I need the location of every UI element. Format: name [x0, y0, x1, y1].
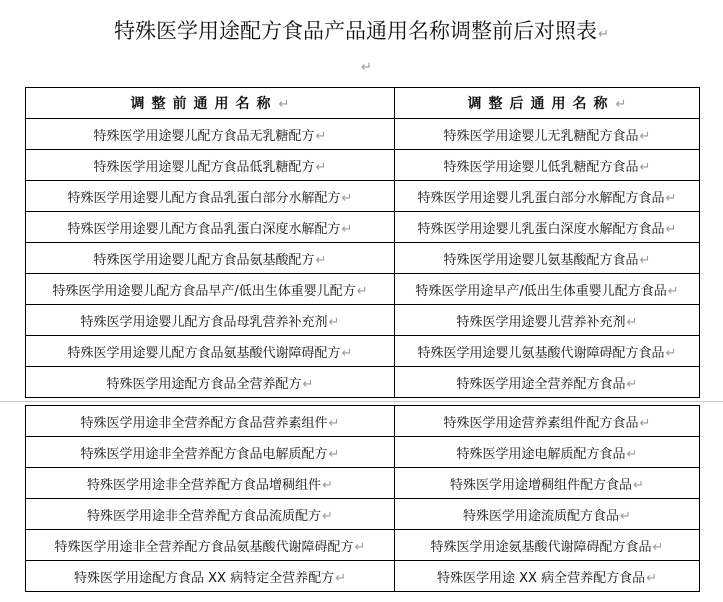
cell-before: [26, 406, 395, 437]
cell-after: [395, 468, 700, 499]
cell-after: [395, 274, 700, 305]
cell-after-text: 特殊医学用途婴儿营养补充剂: [456, 314, 626, 330]
cell-before: [26, 119, 395, 150]
paragraph-mark-icon: ↵: [626, 376, 638, 392]
title-text: 特殊医学用途配方食品产品通用名称调整前后对照表: [114, 19, 598, 43]
cell-before: [26, 274, 395, 305]
cell-before: [26, 243, 395, 274]
paragraph-mark-icon: ↵: [639, 415, 651, 431]
cell-before: [26, 367, 395, 398]
cell-after: [395, 212, 700, 243]
cell-after: [395, 530, 700, 561]
cell-before-text: 特殊医学用途非全营养配方食品流质配方: [87, 508, 322, 524]
page-title: [0, 14, 723, 52]
paragraph-mark-icon: ↵: [335, 570, 346, 586]
cell-after: [395, 305, 700, 336]
paragraph-mark-icon: ↵: [278, 97, 290, 112]
paragraph-mark-icon: ↵: [328, 314, 340, 330]
table-row: [26, 150, 700, 181]
cell-after-text: 特殊医学用途电解质配方食品: [456, 446, 626, 462]
cell-after: [395, 181, 700, 212]
paragraph-mark-icon: ↵: [615, 97, 627, 112]
header-before: [26, 88, 395, 119]
cell-after-text: 特殊医学用途婴儿无乳糖配方食品: [443, 128, 639, 144]
paragraph-mark-icon: ↵: [341, 190, 353, 206]
table-row: [26, 468, 700, 499]
cell-before-text: 特殊医学用途非全营养配方食品营养素组件: [80, 415, 328, 431]
paragraph-mark-icon: ↵: [328, 415, 340, 431]
cell-after: [395, 499, 700, 530]
paragraph-mark-icon: ↵: [626, 314, 638, 330]
paragraph-mark-icon: ↵: [328, 446, 340, 462]
table-row: [26, 305, 700, 336]
header-after-label: 调整后通用名称: [467, 96, 615, 112]
paragraph-mark-icon: ↵: [646, 570, 657, 586]
table-row: [26, 499, 700, 530]
cell-before: [26, 336, 395, 367]
paragraph-mark-icon: ↵: [639, 252, 651, 268]
cell-before-text: 特殊医学用途非全营养配方食品增稠组件: [87, 477, 322, 493]
cell-after-text: 特殊医学用途婴儿氨基酸代谢障碍配方食品: [417, 345, 665, 361]
table-header-row: [26, 88, 700, 119]
cell-after-text: 特殊医学用途全营养配方食品: [456, 376, 626, 392]
paragraph-mark-icon: ↵: [665, 345, 677, 361]
cell-after-text: 特殊医学用途流质配方食品: [463, 508, 620, 524]
paragraph-mark-icon: ↵: [322, 477, 333, 493]
cell-before: [26, 437, 395, 468]
cell-before: [26, 305, 395, 336]
paragraph-mark-icon: ↵: [322, 508, 333, 524]
cell-before-text: 特殊医学用途配方食品 XX 病特定全营养配方: [74, 570, 335, 586]
cell-after: [395, 119, 700, 150]
page-break-divider: [0, 401, 723, 402]
cell-after: [395, 243, 700, 274]
paragraph-mark-icon: ↵: [361, 60, 372, 75]
cell-before-text: 特殊医学用途配方食品全营养配方: [106, 376, 302, 392]
cell-after-text: 特殊医学用途增稠组件配方食品: [450, 477, 633, 493]
cell-after-text: 特殊医学用途婴儿乳蛋白部分水解配方食品: [417, 190, 665, 206]
table-row: [26, 243, 700, 274]
cell-before-text: 特殊医学用途婴儿配方食品母乳营养补充剂: [80, 314, 328, 330]
cell-before-text: 特殊医学用途婴儿配方食品低乳糖配方: [93, 159, 315, 175]
paragraph-mark-icon: ↵: [302, 376, 314, 392]
cell-before-text: 特殊医学用途婴儿配方食品乳蛋白部分水解配方: [67, 190, 341, 206]
cell-after-text: 特殊医学用途营养素组件配方食品: [443, 415, 639, 431]
cell-after-text: 特殊医学用途 XX 病全营养配方食品: [437, 570, 646, 586]
name-comparison-table: [25, 87, 700, 398]
cell-after-text: 特殊医学用途氨基酸代谢障碍配方食品: [430, 539, 652, 555]
cell-before: [26, 150, 395, 181]
paragraph-mark-icon: ↵: [315, 252, 327, 268]
cell-before: [26, 212, 395, 243]
paragraph-mark-icon: ↵: [598, 27, 609, 42]
header-before-label: 调整前通用名称: [130, 96, 278, 112]
cell-after-text: 特殊医学用途婴儿氨基酸配方食品: [443, 252, 639, 268]
cell-before-text: 特殊医学用途婴儿配方食品早产/低出生体重婴儿配方: [52, 283, 356, 299]
cell-before-text: 特殊医学用途婴儿配方食品氨基酸配方: [93, 252, 315, 268]
cell-after-text: 特殊医学用途早产/低出生体重婴儿配方食品: [415, 283, 667, 299]
table-row: [26, 274, 700, 305]
table-row: [26, 119, 700, 150]
cell-after: [395, 437, 700, 468]
cell-after: [395, 367, 700, 398]
table-row: [26, 561, 700, 592]
paragraph-mark-icon: ↵: [633, 477, 644, 493]
table-row: [26, 336, 700, 367]
cell-before-text: 特殊医学用途非全营养配方食品电解质配方: [80, 446, 328, 462]
cell-before: [26, 499, 395, 530]
table-row: [26, 406, 700, 437]
paragraph-mark-icon: ↵: [315, 159, 327, 175]
cell-after-text: 特殊医学用途婴儿乳蛋白深度水解配方食品: [417, 221, 665, 237]
cell-after: [395, 150, 700, 181]
header-after: [395, 88, 700, 119]
cell-before: [26, 468, 395, 499]
cell-before: [26, 181, 395, 212]
paragraph-mark-icon: ↵: [665, 190, 677, 206]
cell-before: [26, 561, 395, 592]
cell-after: [395, 406, 700, 437]
paragraph-mark-icon: ↵: [639, 159, 651, 175]
cell-before-text: 特殊医学用途婴儿配方食品无乳糖配方: [93, 128, 315, 144]
paragraph-mark-icon: ↵: [620, 508, 631, 524]
table-row: [26, 437, 700, 468]
paragraph-mark-icon: ↵: [626, 446, 638, 462]
table-row: [26, 530, 700, 561]
cell-after: [395, 561, 700, 592]
paragraph-mark-icon: ↵: [341, 345, 353, 361]
table-row: [26, 367, 700, 398]
paragraph-mark-icon: ↵: [354, 539, 366, 555]
cell-before: [26, 530, 395, 561]
cell-before-text: 特殊医学用途婴儿配方食品乳蛋白深度水解配方: [67, 221, 341, 237]
cell-after-text: 特殊医学用途婴儿低乳糖配方食品: [443, 159, 639, 175]
table-row: [26, 181, 700, 212]
name-comparison-table-continued: [25, 405, 700, 592]
cell-after: [395, 336, 700, 367]
paragraph-mark-icon: ↵: [639, 128, 651, 144]
table-row: [26, 212, 700, 243]
paragraph-mark-icon: ↵: [652, 539, 664, 555]
paragraph-mark-icon: ↵: [315, 128, 327, 144]
paragraph-mark-icon: ↵: [341, 221, 353, 237]
paragraph-mark-icon: ↵: [665, 221, 677, 237]
cell-before-text: 特殊医学用途婴儿配方食品氨基酸代谢障碍配方: [67, 345, 341, 361]
paragraph-mark-icon: ↵: [356, 283, 368, 299]
cell-before-text: 特殊医学用途非全营养配方食品氨基酸代谢障碍配方: [54, 539, 354, 555]
paragraph-mark-icon: ↵: [667, 283, 679, 299]
